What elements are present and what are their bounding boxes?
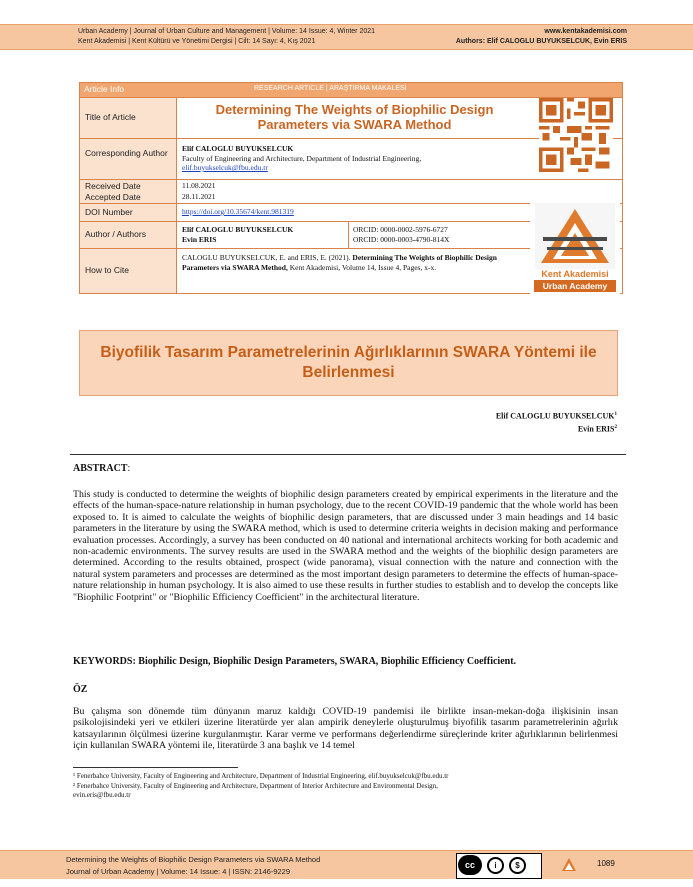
cite-source: Kent Akademisi, Volume 14, Issue 4, Pages, x-x. [289, 263, 437, 272]
page-footer [0, 850, 693, 879]
header-authors: Elif CALOGLU BUYUKSELCUK, Evin ERIS [486, 38, 627, 45]
abstract-text: This study is conducted to determine the weights of biophilic design parameters created by empirical experiments in the literature and the effects of the human-space-nature relationship in human psychology, due to the recent COVID-19 pandemic that the whole world has been exposed to. It is aimed to calculate the weights of biophilic design parameters, that are discussed under 3 main headings and 14 basic parameters in the literature by using the SWARA method, which is used to determine criteria weights in decision making and performance evaluation processes. Accordingly, a survey has been conducted on 40 national and international architects working for both academic and non-academic environments. The survey results are used in the SWARA method and the weights of the biophilic design parameters are determined. According to the results obtained, prospect (wide panorama), visual connection with the nature and connection with the natural system parameters and processes are determined as the most important design parameters to determine the effects of human-space-nature relationship in human psychology. It is also aimed to use these results in further studies to establish and to develop the concepts like "Biophilic Footprint" or "Biophilic Efficiency Coefficient" in the architectural literature. [73, 489, 618, 603]
corresponding-value [182, 144, 522, 173]
website-link[interactable]: www.kentakademisi.com [544, 28, 627, 35]
article-type: RESEARCH ARTICLE | ARAŞTIRMA MAKALESİ [254, 85, 407, 92]
author-1: Elif CALOGLU BUYUKSELCUK [182, 225, 294, 234]
orcid-values [353, 225, 449, 245]
creative-commons-badge[interactable] [456, 853, 542, 879]
orcid-2[interactable]: ORCID: 0000-0003-4790-814X [353, 235, 450, 244]
turkish-title-box [79, 330, 618, 396]
footer-title: Determining the Weights of Biophilic Design Parameters via SWARA Method [66, 855, 321, 864]
footnote-1: ¹ Fenerbahce University, Faculty of Engineering and Architecture, Department of Industrial Engineering, elif.buyukselcuk@fbu.edu.tr [73, 772, 449, 780]
title-label: Title of Article [80, 98, 177, 138]
authors-label: Authors: [455, 38, 486, 45]
logo-name: Kent Akademisi [541, 269, 609, 279]
nc-icon: $ [509, 857, 526, 874]
row-dates [80, 179, 622, 203]
dates-label [80, 180, 177, 203]
header-right [456, 27, 627, 47]
article-info-label: Article Info [84, 84, 125, 94]
article-title: Determining The Weights of Biophilic Design Parameters via SWARA Method [215, 102, 494, 132]
abstract-heading: ABSTRACT: [73, 463, 131, 474]
corresponding-affiliation: Faculty of Engineering and Architecture, Department of Industrial Engineering, [182, 153, 422, 163]
accepted-label: Accepted Date [85, 191, 141, 202]
by-icon: i [487, 857, 504, 874]
cite-title: Determining The Weights of Biophilic Design Parameters via SWARA Method, [182, 253, 497, 272]
page-number: 1089 [597, 859, 615, 868]
author-2-sup: 2 [614, 424, 617, 430]
keywords: KEYWORDS: Biophilic Design, Biophilic Design Parameters, SWARA, Biophilic Efficiency Coefficient. [73, 656, 517, 667]
author-2: Evin ERIS [182, 235, 217, 244]
authors-names [182, 225, 293, 245]
logo-subtitle: Urban Academy [534, 280, 616, 292]
logo-emblem-icon [535, 203, 615, 269]
kent-akademisi-logo [530, 201, 620, 295]
footnotes [73, 772, 618, 801]
byline [496, 409, 617, 434]
oz-heading: ÖZ [73, 684, 88, 695]
doi-link[interactable]: https://doi.org/10.35674/kent.981319 [182, 207, 294, 216]
oz-text: Bu çalışma son dönemde tüm dünyanın maruz kaldığı COVID-19 pandemisi ile birlikte insan-mekan-doğa ilişkisinin insan psikolojisindeki yeri ve etkileri üzerine literatürde yer alan ampirik deneylerle oluşturulmuş biyofilik tasarım parametrelerinin ağırlık katsayılarının ölçülmesi üzerine kurgulanmıştır. Karar verme ve performans değerlendirme süreçlerinde kriter ağırlıklarının belirlenmesi için kullanılan SWARA yöntemi ile, literatürde 3 ana başlık ve 14 temel [73, 706, 618, 752]
corresponding-name: Elif CALOGLU BUYUKSELCUK [182, 144, 294, 153]
journal-line-tr: Kent Akademisi | Kent Kültürü ve Yönetimi Dergisi | Cilt: 14 Sayı: 4, Kış 2021 [78, 38, 316, 45]
cite-label: How to Cite [80, 249, 177, 293]
received-label: Received Date [85, 181, 141, 191]
byline-author-2: Evin ERIS [577, 424, 615, 434]
footnote-rule [73, 767, 238, 768]
corresponding-label: Corresponding Author [80, 139, 177, 179]
turkish-title: Biyofilik Tasarım Parametrelerinin Ağırlıklarının SWARA Yöntemi ile Belirlenmesi [100, 344, 597, 381]
cite-authors: CALOGLU BUYUKSELCUK, E. and ERIS, E. (2021). [182, 253, 351, 262]
accepted-date: 28.11.2021 [182, 191, 216, 201]
received-date: 11.08.2021 [182, 181, 216, 190]
info-top-bar [80, 83, 622, 97]
footnote-2-email: evin.eris@fbu.edu.tr [73, 791, 131, 799]
author-1-sup: 1 [614, 412, 617, 417]
cite-value [182, 253, 512, 273]
footer-logo-icon [561, 857, 577, 873]
cc-icon: cc [458, 855, 482, 875]
doi-label: DOI Number [80, 204, 177, 221]
byline-author-1: Elif CALOGLU BUYUKSELCUK [495, 411, 615, 421]
qr-code-icon[interactable] [539, 97, 613, 173]
footnote-2: ² Fenerbahce University, Faculty of Engineering and Architecture, Department of Interior Architecture and Environmental Design, [73, 781, 438, 790]
journal-line-en: Urban Academy | Journal of Urban Culture and Management | Volume: 14 Issue: 4, Winter 2021 [78, 28, 376, 35]
authors-divider [348, 222, 349, 248]
corresponding-email[interactable]: elif.buyukselcuk@fbu.edu.tr [182, 163, 268, 172]
authors-row-label: Author / Authors [80, 222, 177, 248]
divider-rule [70, 454, 626, 455]
journal-citation [78, 27, 375, 47]
dates-value [182, 181, 215, 202]
footer-text [66, 854, 320, 878]
orcid-1[interactable]: ORCID: 0000-0002-5976-6727 [353, 225, 448, 234]
footer-journal: Journal of Urban Academy | Volume: 14 Issue: 4 | ISSN: 2146-9229 [66, 867, 291, 876]
page-header [0, 24, 693, 50]
